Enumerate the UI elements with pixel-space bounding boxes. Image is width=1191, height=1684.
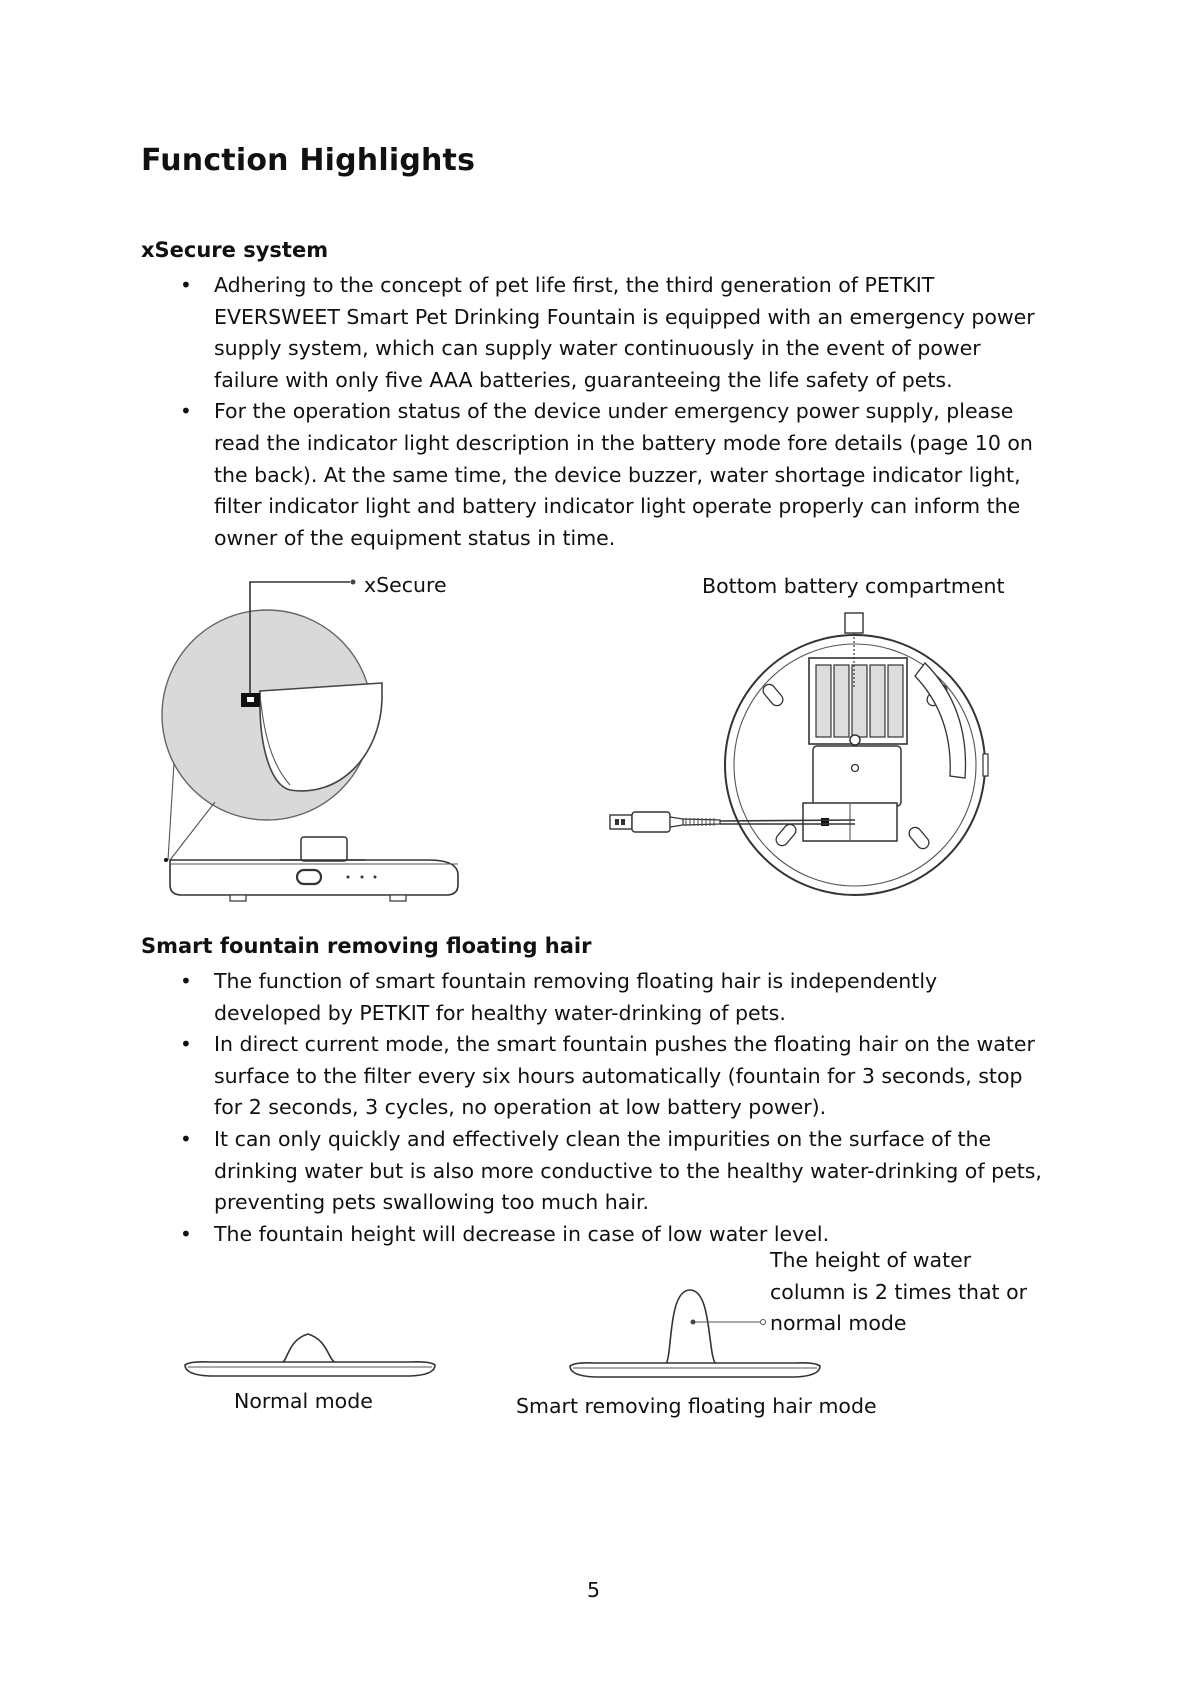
list-item: • Adhering to the concept of pet life first, the third generation of PETKIT EVERSWEET Smart Pet Drinking Fountain is equipped with an emergency power supply system, which can supply water continuously in the event of power failure with only five AAA batteries, guaranteeing the life safety of pets. <box>214 270 1044 396</box>
list-item: • For the operation status of the device under emergency power supply, please read the indicator light description in the battery mode fore details (page 10 on the back). At the same time, the device buzzer, water shortage indicator light, filter indicator light and battery indicator light operate properly can inform the owner of the equipment status in time. <box>214 396 1044 554</box>
battery-compartment-label: Bottom battery compartment <box>702 574 1005 598</box>
list-item: • The fountain height will decrease in case of low water level. <box>214 1219 1044 1251</box>
page-number: 5 <box>587 1578 601 1602</box>
floating-hair-bullet-list <box>214 966 1044 1250</box>
xsecure-bullet-list <box>214 270 1044 554</box>
battery-compartment-illustration <box>575 608 995 908</box>
page-title: Function Highlights <box>141 143 476 178</box>
section-heading-xsecure: xSecure system <box>141 238 329 262</box>
height-note-label: The height of water column is 2 times that or normal mode <box>770 1248 1028 1336</box>
normal-mode-label: Normal mode <box>234 1389 373 1413</box>
list-item: • In direct current mode, the smart fountain pushes the floating hair on the water surface to the filter every six hours automatically (fountain for 3 seconds, stop for 2 seconds, 3 cycles, no operation at low battery power). <box>214 1029 1044 1124</box>
section-heading-floating-hair: Smart fountain removing floating hair <box>141 934 592 958</box>
xsecure-illustration <box>160 575 480 900</box>
smart-mode-label: Smart removing floating hair mode <box>516 1394 877 1418</box>
list-item: • The function of smart fountain removing floating hair is independently developed by PETKIT for healthy water-drinking of pets. <box>214 966 1044 1029</box>
xsecure-label: xSecure <box>364 573 447 597</box>
normal-mode-illustration <box>180 1318 440 1380</box>
list-item: • It can only quickly and effectively clean the impurities on the surface of the drinking water but is also more conductive to the healthy water-drinking of pets, preventing pets swallowing too much hair. <box>214 1124 1044 1219</box>
